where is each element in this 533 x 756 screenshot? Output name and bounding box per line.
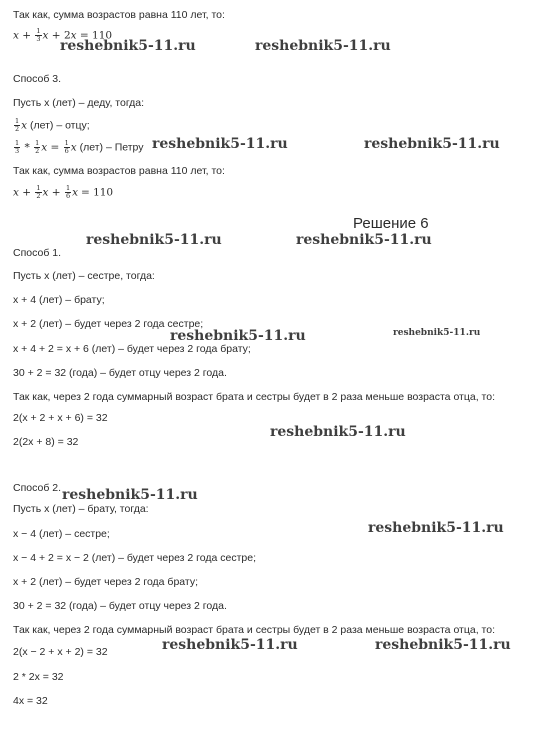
watermark: reshebnik5-11.ru xyxy=(368,520,504,536)
watermark: reshebnik5-11.ru xyxy=(255,38,391,54)
equation-line: x + $\frac{1}{2}$ x + $\frac{1}{6}$ x = 110 xyxy=(13,184,114,200)
equation-line: x + $\frac{1}{3}$ x + 2x = 110 xyxy=(13,27,113,43)
text-line: 30 + 2 = 32 (года) – будет отцу через 2 года. xyxy=(13,600,227,612)
watermark: reshebnik5-11.ru xyxy=(170,328,306,344)
text-line: Так как, через 2 года суммарный возраст брата и сестры будет в 2 раза меньше возраста отца, то: xyxy=(13,624,495,636)
equation-line: $\frac{1}{2}$ x (лет) – отцу; xyxy=(15,117,90,133)
text-line: x + 4 + 2 = x + 6 (лет) – будет через 2 года брату; xyxy=(13,343,251,355)
text-line: Так как, через 2 года суммарный возраст брата и сестры будет в 2 раза меньше возраста отца, то: xyxy=(13,391,495,403)
watermark: reshebnik5-11.ru xyxy=(62,487,198,503)
watermark: reshebnik5-11.ru xyxy=(393,328,481,338)
watermark: reshebnik5-11.ru xyxy=(296,232,432,248)
text-line: Пусть x (лет) – брату, тогда: xyxy=(13,503,149,515)
equation-line: 2(2x + 8) = 32 xyxy=(13,436,79,448)
method-label: Способ 3. xyxy=(13,73,62,85)
text-line: Пусть x (лет) – сестре, тогда: xyxy=(13,270,155,282)
text-line: x − 4 (лет) – сестре; xyxy=(13,528,110,540)
text-line: Пусть x (лет) – деду, тогда: xyxy=(13,97,145,109)
equation-line: 2 * 2x = 32 xyxy=(13,671,64,683)
watermark: reshebnik5-11.ru xyxy=(60,38,196,54)
method-label: Способ 2. xyxy=(13,482,62,494)
watermark: reshebnik5-11.ru xyxy=(375,637,511,653)
solution-heading: Решение 6 xyxy=(353,215,429,232)
watermark: reshebnik5-11.ru xyxy=(152,136,288,152)
line-text: (лет) – Петру xyxy=(79,141,144,154)
equation-line: 2(x + 2 + x + 6) = 32 xyxy=(13,412,108,424)
watermark: reshebnik5-11.ru xyxy=(86,232,222,248)
method-label: Способ 1. xyxy=(13,247,62,259)
text-line: x + 4 (лет) – брату; xyxy=(13,294,105,306)
equation-end: = 110 xyxy=(80,186,114,199)
text-line: x − 4 + 2 = x − 2 (лет) – будет через 2 года сестре; xyxy=(13,552,257,564)
watermark: reshebnik5-11.ru xyxy=(270,424,406,440)
line-text: (лет) – отцу; xyxy=(29,119,90,132)
equation-line: $\frac{1}{3}$ * $\frac{1}{2}$ x = $\frac{1}{6}$ x (лет) – Петру xyxy=(15,139,144,155)
equation-line: 4x = 32 xyxy=(13,695,48,707)
equation-line: 2(x − 2 + x + 2) = 32 xyxy=(13,646,108,658)
text-line: x + 2 (лет) – будет через 2 года брату; xyxy=(13,576,198,588)
watermark: reshebnik5-11.ru xyxy=(364,136,500,152)
text-line: Так как, сумма возрастов равна 110 лет, то: xyxy=(13,165,225,177)
watermark: reshebnik5-11.ru xyxy=(162,637,298,653)
text-line: 30 + 2 = 32 (года) – будет отцу через 2 года. xyxy=(13,367,227,379)
text-line: x + 2 (лет) – будет через 2 года сестре; xyxy=(13,318,204,330)
text-line: Так как, сумма возрастов равна 110 лет, то: xyxy=(13,9,225,21)
